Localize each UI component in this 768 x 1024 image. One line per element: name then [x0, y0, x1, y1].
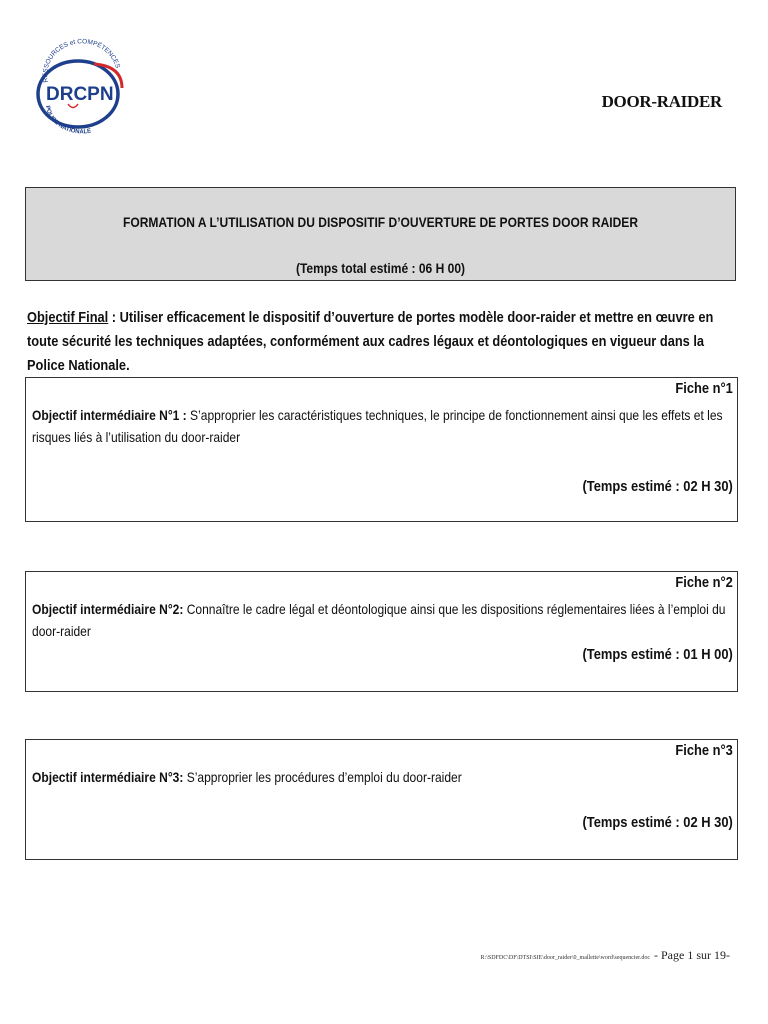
file-path: R:\SDFDC\DF\DTSI\SIE\door_raider\0_mallette\word\sequencier.doc: [480, 955, 651, 961]
intermediate-objective: [32, 598, 734, 642]
final-objective: [27, 306, 737, 378]
final-objective-label: Objectif Final: [27, 309, 109, 326]
objective-sheet-3: [25, 739, 738, 860]
intermediate-objective-text: S’approprier les procédures d’emploi du door-raider: [183, 769, 462, 785]
intermediate-objective: [32, 404, 734, 448]
page-footer: [481, 946, 730, 964]
page-number: - Page 1 sur 19-: [654, 948, 730, 962]
training-title: FORMATION A L’UTILISATION DU DISPOSITIF D’OUVERTURE DE PORTES DOOR RAIDER: [122, 214, 639, 230]
sheet-time-estimate: (Temps estimé : 01 H 00): [582, 646, 733, 663]
final-objective-text: : Utiliser efficacement le dispositif d’ouverture de portes modèle door-raider et mettre en œuvre en toute sécurité les techniques adaptées, conformément aux cadres légaux et déontologiques en vigueur dans la Police Nationale.: [27, 309, 714, 374]
sheet-number: Fiche n°2: [675, 574, 733, 591]
intermediate-objective: [32, 766, 734, 788]
objective-sheet-1: [25, 377, 738, 522]
intermediate-objective-label: Objectif intermédiaire N°3:: [32, 769, 184, 785]
logo-arc-top-text: RESSOURCES et COMPÉTENCES: [42, 38, 121, 83]
sheet-number: Fiche n°3: [675, 742, 733, 759]
sheet-time-estimate: (Temps estimé : 02 H 30): [582, 814, 733, 831]
logo-arc-bottom-text: POLICE NATIONALE: [43, 105, 92, 136]
drcpn-emblem: [30, 38, 130, 138]
training-title-box: [25, 187, 736, 281]
intermediate-objective-text: Connaître le cadre légal et déontologique ainsi que les dispositions réglementaires liées à l’emploi du door-raider: [32, 601, 726, 639]
logo-center-text: DRCPN: [46, 84, 114, 105]
drcpn-logo: [30, 38, 130, 138]
document-title: DOOR-RAIDER: [601, 92, 722, 111]
intermediate-objective-label: Objectif intermédiaire N°1 :: [32, 407, 187, 423]
total-time-estimate: (Temps total estimé : 06 H 00): [295, 260, 466, 276]
sheet-number: Fiche n°1: [675, 380, 733, 397]
objective-sheet-2: [25, 571, 738, 692]
intermediate-objective-text: S’approprier les caractéristiques techniques, le principe de fonctionnement ainsi que les effets et les risques liés à l’utilisation du door-raider: [32, 407, 723, 445]
sheet-time-estimate: (Temps estimé : 02 H 30): [582, 478, 733, 495]
intermediate-objective-label: Objectif intermédiaire N°2:: [32, 601, 184, 617]
